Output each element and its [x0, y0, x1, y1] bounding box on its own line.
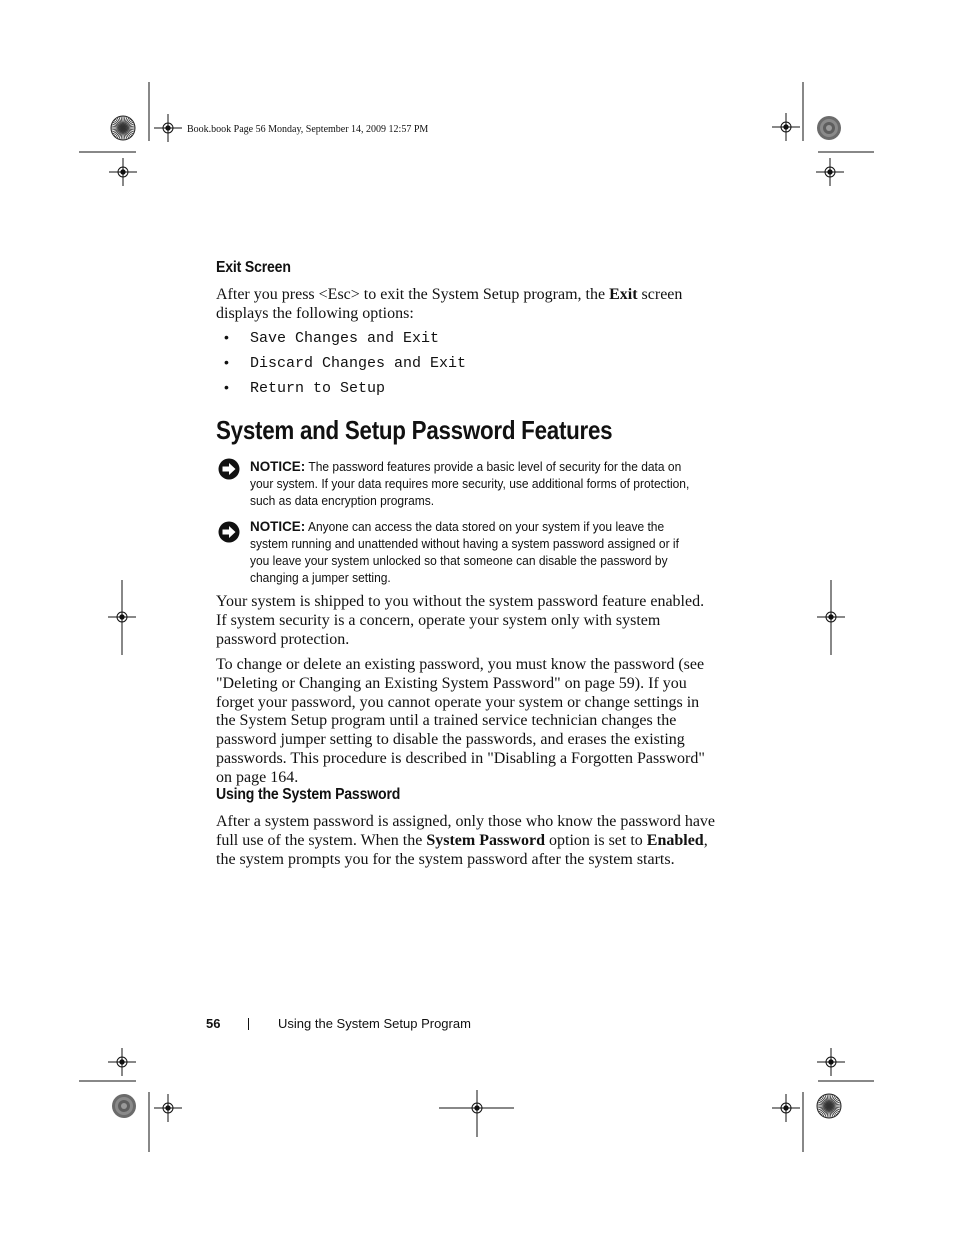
crosshair-icon [817, 1048, 845, 1076]
exit-screen-heading: Exit Screen [216, 259, 291, 276]
starburst-icon [817, 1094, 841, 1118]
crosshair-icon [108, 1048, 136, 1076]
crosshair-icon [109, 158, 137, 186]
crosshair-icon [817, 603, 845, 631]
password-features-heading: System and Setup Password Features [216, 415, 613, 445]
using-password-heading: Using the System Password [216, 786, 401, 803]
notice-1-text: NOTICE: The password features provide a basic level of security for the data on your system. If your data requires more security, use additional forms of protection, such as data encryption programs. [250, 458, 690, 508]
crosshair-icon [108, 603, 136, 631]
shipped-paragraph: Your system is shipped to you without the system password feature enabled. If system security is a concern, operate your system only with system password protection. [216, 593, 705, 648]
change-password-paragraph: To change or delete an existing password, you must know the password (see "Deleting or Changing an Existing System Password" on page 59). If you forget your password, you cannot operate your system or change settings in the System Setup program until a trained service technician changes the password jumper setting to disable the passwords, and erases the existing passwords. This procedure is described in "Disabling a Forgotten Password" on page 164. [216, 656, 705, 786]
footer-section-title: Using the System Setup Program [278, 1016, 471, 1031]
notice-arrow-icon [218, 521, 240, 543]
using-password-paragraph: After a system password is assigned, only those who know the password have full use of the system. When the System Password option is set to Enabled, the system prompts you for the system password after the system starts. [216, 813, 716, 868]
exit-options-list [216, 329, 466, 404]
list-item: • Return to Setup [216, 379, 466, 404]
crosshair-icon [772, 113, 800, 141]
crosshair-icon [154, 1094, 182, 1122]
crosshair-icon [154, 114, 182, 142]
list-item: • Discard Changes and Exit [216, 354, 466, 379]
crosshair-icon [772, 1094, 800, 1122]
starburst-icon [111, 116, 135, 140]
grey-disc-icon [112, 1094, 136, 1118]
list-item: • Save Changes and Exit [216, 329, 466, 354]
footer-divider [248, 1018, 249, 1030]
exit-screen-intro: After you press <Esc> to exit the System Setup program, the Exit screen displays the following options: [216, 286, 683, 322]
notice-arrow-icon [218, 458, 240, 480]
grey-disc-icon [817, 116, 841, 140]
crosshair-icon [816, 158, 844, 186]
footer-page-number: 56 [206, 1016, 221, 1031]
notice-2-text: NOTICE: Anyone can access the data stored on your system if you leave the system running and unattended without having a system password assigned or if you leave your system unlocked so that someone can disable the password by changing a jumper setting. [250, 518, 679, 585]
print-header-info: Book.book Page 56 Monday, September 14, 2009 12:57 PM [187, 124, 429, 135]
